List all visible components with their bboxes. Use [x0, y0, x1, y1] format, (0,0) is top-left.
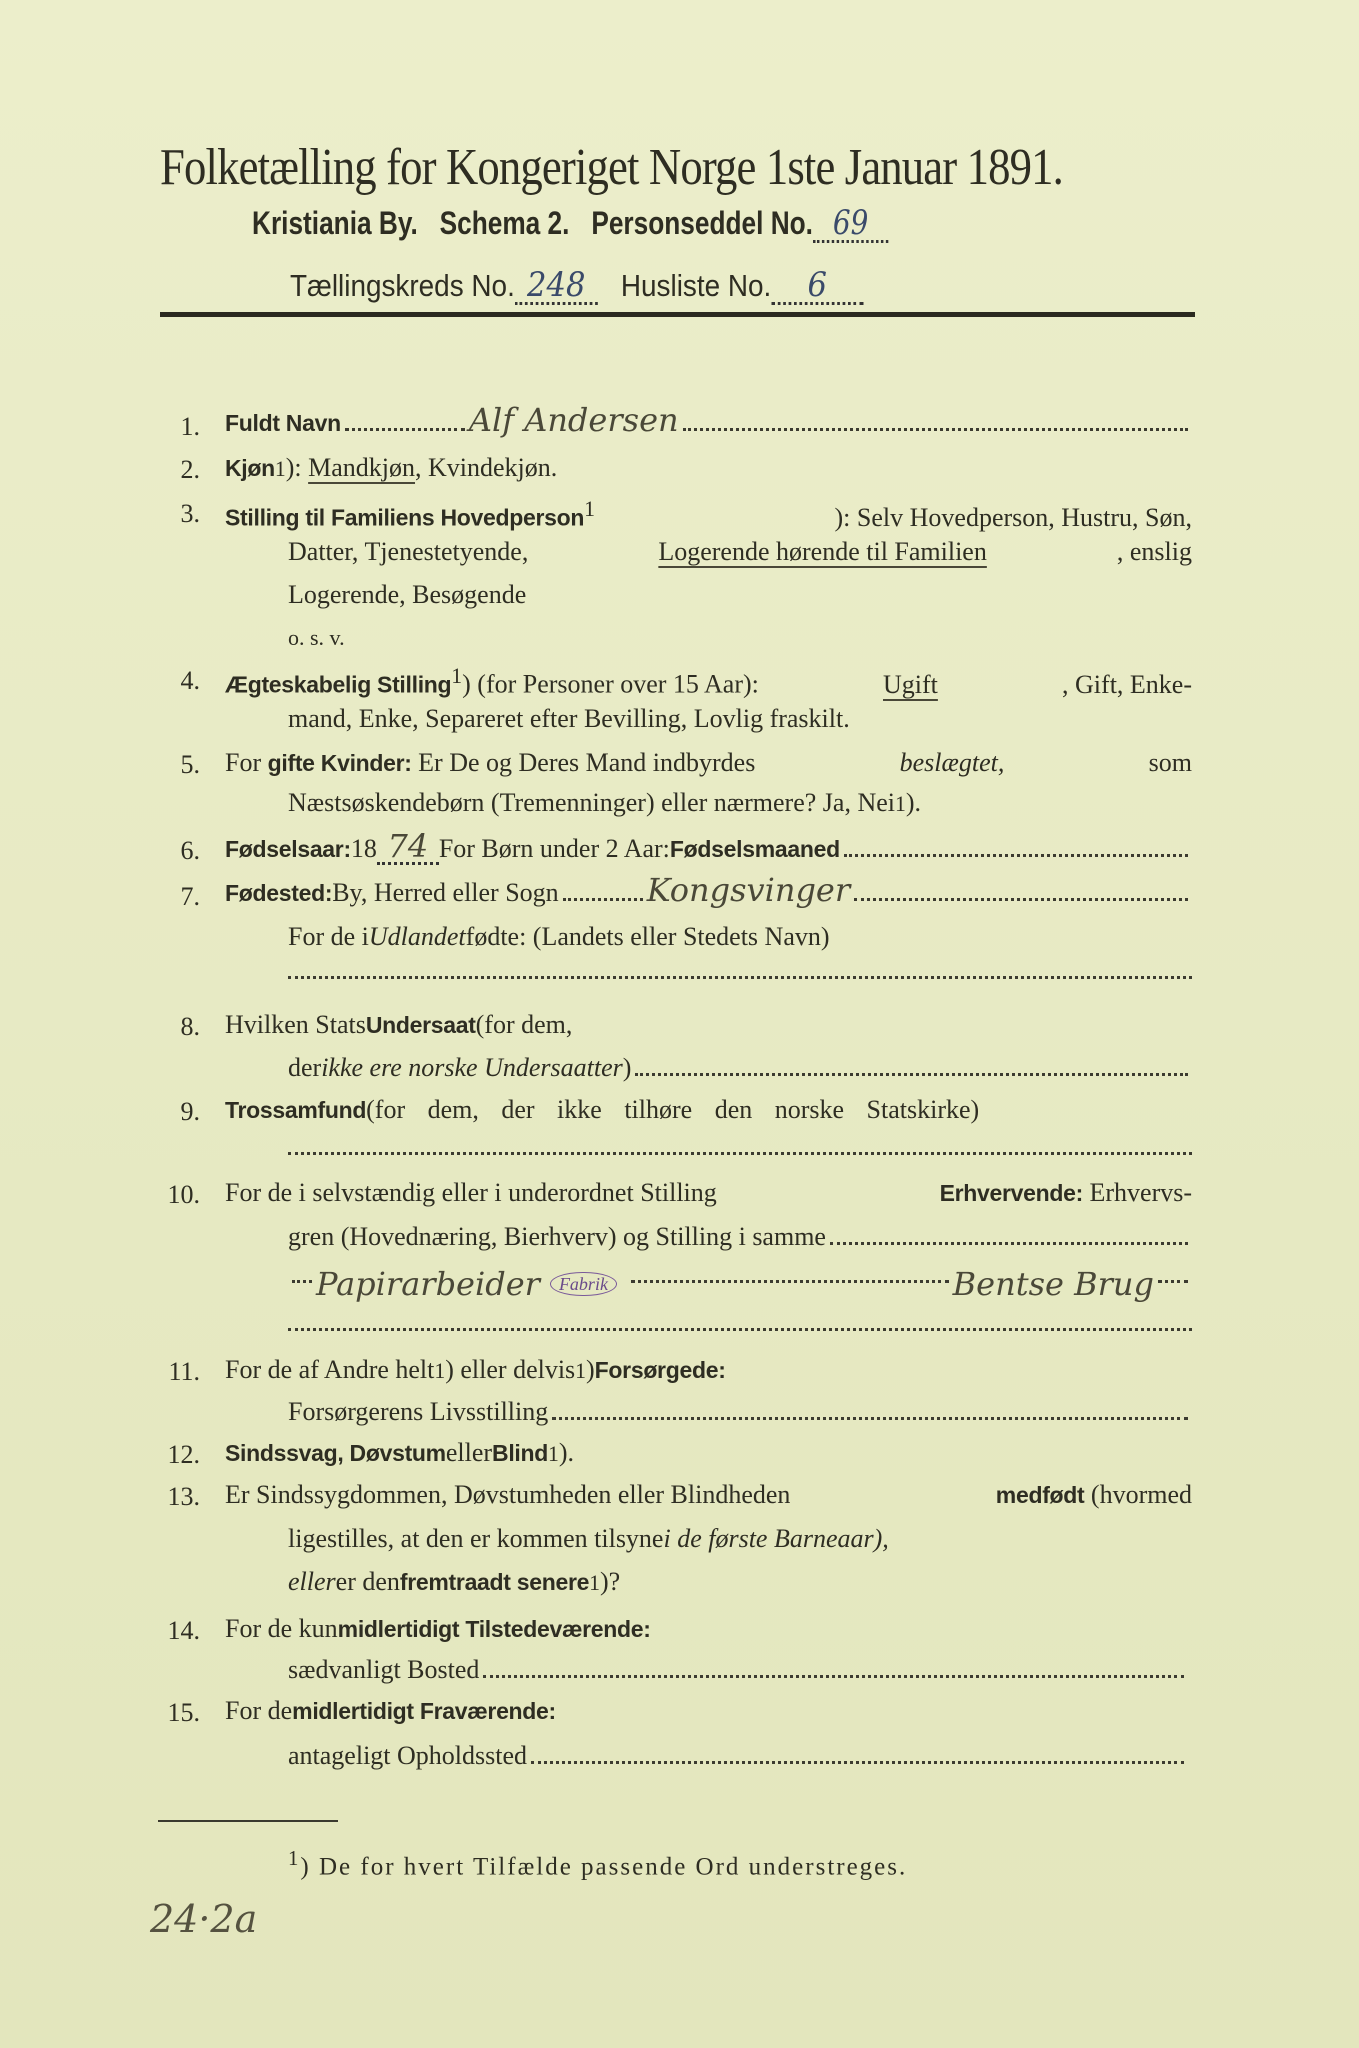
husliste-label: Husliste No. [620, 268, 772, 303]
item-birth-year [225, 827, 1192, 865]
item-citizenship [225, 1010, 572, 1040]
field-label: midlertidigt Fraværende: [292, 1698, 556, 1724]
text: o. s. v. [288, 625, 345, 650]
text: (for dem, der ikke tilhøre den norske Statskirke) [366, 1095, 980, 1124]
item-supported-line2 [288, 1397, 1192, 1427]
text: som [1148, 748, 1192, 777]
item-number: 4. [180, 666, 200, 695]
text: 18 [350, 834, 377, 863]
birthplace-value[interactable]: Kongsvinger [646, 871, 851, 909]
item-family-position [225, 497, 1192, 533]
field-label: Sindssvag, Døvstum [225, 1440, 446, 1466]
field-label: Kjøn [225, 455, 275, 481]
text: For de kun [225, 1614, 338, 1643]
answer-line[interactable] [288, 976, 1192, 979]
text: Forsørgerens Livsstilling [288, 1397, 549, 1426]
field-label: Erhvervende: [939, 1180, 1083, 1206]
footnote [288, 1846, 907, 1881]
field-label: Fuldt Navn [225, 410, 341, 436]
item-congenital-line2 [288, 1524, 889, 1554]
footnote-ref: 1 [584, 497, 595, 521]
text: , Gift, Enke- [1062, 669, 1192, 699]
text: For de i selvstændig eller i underordnet Stilling [225, 1178, 717, 1207]
item-temporary-absent [225, 1696, 556, 1726]
item-sex [225, 453, 557, 483]
item-marital-status [225, 664, 1192, 700]
item-occupation [225, 1178, 1192, 1208]
text: (hvormed [1084, 1480, 1192, 1509]
footnote-ref: 1 [288, 1846, 301, 1870]
field-label: gifte Kvinder: [267, 750, 412, 776]
item-number: 3. [180, 499, 200, 528]
item-disability [225, 1438, 574, 1468]
footnote-ref: 1 [589, 1571, 600, 1595]
item-number: 15. [167, 1698, 200, 1727]
text: eller [288, 1567, 336, 1596]
text: Er Sindssygdommen, Døvstumheden eller Blindheden [225, 1480, 791, 1509]
text: Erhvervs- [1082, 1178, 1192, 1207]
item-number: 6. [180, 836, 200, 865]
text: For [225, 748, 268, 777]
employer-value[interactable]: Bentse Brug [952, 1265, 1154, 1303]
text: ): [285, 453, 302, 482]
text: gren (Hovednæring, Bierhverv) og Stilling i samme [288, 1222, 826, 1251]
field-label: Blind [492, 1440, 549, 1466]
text: For de [225, 1696, 293, 1725]
text: der [288, 1053, 322, 1082]
item-congenital [225, 1480, 1192, 1510]
item-number: 1. [180, 412, 200, 441]
footnote-text: ) De for hvert Tilfælde passende Ord understreges. [300, 1853, 908, 1881]
field-label: Forsørgede: [594, 1357, 726, 1383]
item-number: 14. [167, 1616, 200, 1645]
text: er den [335, 1567, 400, 1596]
text: For de af Andre helt [225, 1355, 435, 1384]
text: Logerende, Besøgende [288, 580, 527, 609]
text: Er De og Deres Mand indbyrdes [411, 748, 756, 777]
answer-line[interactable] [288, 1152, 1192, 1155]
text: (for dem, [475, 1010, 573, 1039]
place: Kristiania By. [252, 205, 418, 241]
form-numbers [290, 265, 863, 305]
text: mand, Enke, Separeret efter Bevilling, Lovlig fraskilt. [288, 704, 850, 733]
footnote-ref: 1 [575, 1359, 586, 1383]
item-number: 7. [180, 882, 200, 911]
text: i de første Barneaar), [663, 1524, 889, 1553]
item-temporary-present [225, 1614, 651, 1644]
text: eller [445, 1438, 493, 1467]
footnote-ref: 1 [434, 1359, 446, 1383]
item-number: 2. [180, 455, 200, 484]
text: For de i [288, 922, 369, 951]
field-label: Fødselsmaaned [669, 836, 840, 862]
footnote-ref: 1 [451, 664, 463, 688]
field-label: medfødt [995, 1482, 1085, 1508]
item-religion [225, 1095, 1192, 1125]
text: beslægtet, [899, 748, 1005, 777]
full-name-value[interactable]: Alf Andersen [468, 401, 679, 439]
occupation-note: Fabrik [550, 1272, 617, 1297]
footnote-ref: 1 [548, 1442, 559, 1466]
text: By, Herred eller Sogn [332, 878, 559, 907]
text: Næstsøskendebørn (Tremenninger) eller nærmere? Ja, Nei [288, 788, 895, 817]
text: ikke ere norske Undersaatter [321, 1053, 623, 1082]
item-temporary-present-line2 [288, 1655, 1188, 1685]
item-congenital-line3 [288, 1567, 620, 1597]
text: Hvilken Stats [225, 1010, 366, 1039]
text: ) [622, 1053, 632, 1082]
text: sædvanligt Bosted [288, 1655, 480, 1684]
footnote-ref: 1 [274, 457, 286, 481]
form-subtitle [252, 203, 888, 243]
selected-option[interactable]: Logerende hørende til Familien [658, 537, 987, 566]
field-label: Trossamfund [225, 1097, 367, 1123]
item-number: 12. [167, 1440, 200, 1469]
field-label: Fødselsaar: [225, 836, 351, 862]
text: Udlandet [368, 922, 466, 951]
text: For Børn under 2 Aar: [438, 834, 670, 863]
item-family-position-line2 [288, 537, 1192, 567]
text: ). [905, 788, 921, 817]
occupation-answer-line [288, 1265, 1192, 1303]
kreds-label: Tællingskreds No. [290, 268, 515, 303]
text: ). [558, 1438, 575, 1467]
answer-line[interactable] [288, 1328, 1192, 1331]
field-label: midlertidigt Tilstedeværende: [337, 1616, 651, 1642]
text: ) (for Personer over 15 Aar): [462, 669, 759, 699]
item-number: 10. [167, 1180, 200, 1209]
personseddel-value[interactable]: 69 [813, 206, 888, 243]
text: ligestilles, at den er kommen tilsyne [288, 1524, 664, 1553]
text: , Kvindekjøn. [415, 453, 558, 482]
item-occupation-line2 [288, 1222, 1192, 1252]
footnote-rule [158, 1820, 338, 1822]
text: fødte: (Landets eller Stedets Navn) [465, 922, 830, 951]
text: ) eller delvis [445, 1355, 576, 1384]
field-label: fremtraadt senere [399, 1569, 590, 1595]
birth-year-value[interactable]: 74 [377, 830, 439, 865]
field-label: Ægteskabelig Stilling [225, 671, 452, 698]
husliste-value[interactable]: 6 [771, 268, 863, 305]
selected-option[interactable]: Ugift [883, 669, 938, 699]
item-citizenship-line2 [288, 1053, 1192, 1083]
occupation-value[interactable]: Papirarbeider [316, 1265, 540, 1303]
item-married-women [225, 748, 1192, 778]
schema: Schema 2. [439, 205, 570, 241]
kreds-value[interactable]: 248 [515, 268, 598, 305]
selected-option[interactable]: Mandkjøn [308, 453, 416, 482]
form-title: Folketælling for Kongeriget Norge 1ste Januar 1891. [160, 139, 1063, 196]
item-supported [225, 1355, 726, 1385]
item-number: 8. [180, 1012, 200, 1041]
text: ): Selv Hovedperson, Hustru, Søn, [834, 502, 1192, 532]
item-number: 9. [180, 1097, 200, 1126]
item-number: 11. [168, 1357, 200, 1386]
field-label: Undersaat [365, 1012, 476, 1038]
item-number: 13. [167, 1482, 200, 1511]
item-temporary-absent-line2 [288, 1741, 1188, 1771]
text: )? [599, 1567, 621, 1596]
item-married-women-line2 [288, 788, 921, 818]
item-birthplace [225, 871, 1192, 909]
margin-note: 24·2a [150, 1897, 258, 1941]
personseddel-label: Personseddel No. [591, 205, 813, 241]
item-full-name [225, 401, 1192, 439]
text: , enslig [1116, 537, 1192, 566]
field-label: Stilling til Familiens Hovedperson [225, 504, 585, 531]
text: ) [586, 1355, 595, 1384]
field-label: Fødested: [225, 880, 333, 906]
item-birthplace-line2 [288, 922, 830, 952]
item-number: 5. [180, 750, 200, 779]
text: antageligt Opholdssted [288, 1741, 528, 1770]
text: Datter, Tjenestetyende, [288, 537, 529, 566]
header-rule [160, 312, 1195, 317]
footnote-ref: 1 [895, 792, 906, 816]
